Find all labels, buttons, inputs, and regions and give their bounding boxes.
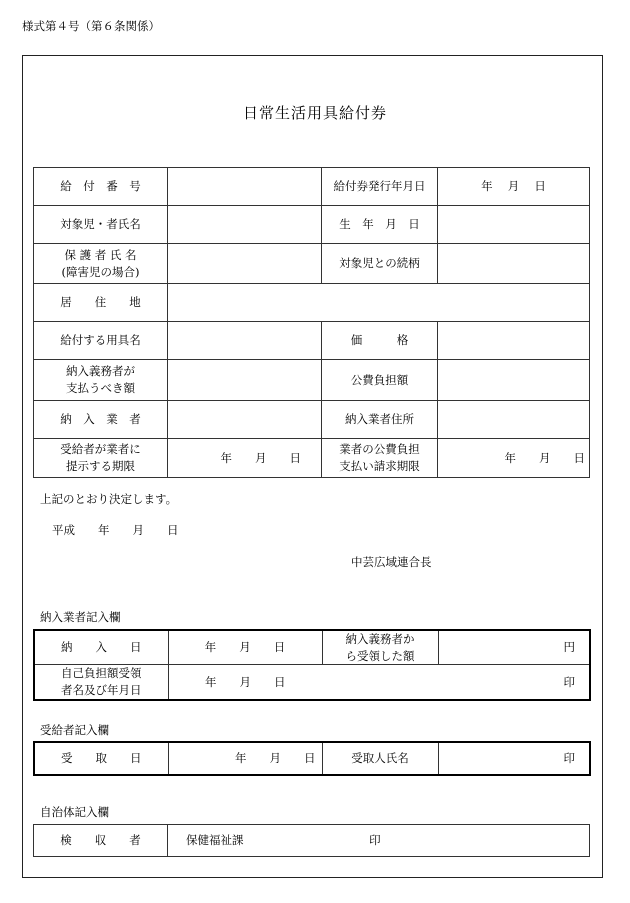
recipient-entry-table bbox=[33, 741, 591, 776]
field-vendor-address[interactable] bbox=[438, 401, 590, 439]
seal-mark: 印 bbox=[322, 665, 590, 700]
label-public-share: 公費負担額 bbox=[322, 360, 438, 401]
inspector-seal: 印 bbox=[369, 833, 381, 848]
recipient-section-heading: 受給者記入欄 bbox=[40, 723, 109, 737]
label-issue-date: 給付券発行年月日 bbox=[322, 168, 438, 206]
decision-statement: 上記のとおり決定します。 bbox=[40, 492, 178, 506]
municipal-entry-table bbox=[33, 824, 590, 857]
label-birth-date: 生 年 月 日 bbox=[322, 206, 438, 244]
field-inspector[interactable] bbox=[168, 825, 590, 857]
label-received-amount: 納入義務者か ら受領した額 bbox=[322, 630, 438, 665]
document-title: 日常生活用具給付券 bbox=[242, 104, 387, 122]
label-receipt-date: 受 取 日 bbox=[34, 742, 168, 775]
label-payer-amount: 納入義務者が 支払うべき額 bbox=[34, 360, 168, 401]
field-received-amount[interactable]: 円 bbox=[438, 630, 590, 665]
label-claim-deadline: 業者の公費負担 支払い請求期限 bbox=[322, 439, 438, 478]
field-issue-date[interactable]: 年 月 日 bbox=[438, 168, 590, 206]
field-address[interactable] bbox=[168, 284, 590, 322]
field-price[interactable] bbox=[438, 322, 590, 360]
label-guardian-name: 保 護 者 氏 名 (障害児の場合) bbox=[34, 244, 168, 284]
municipal-section-heading: 自治体記入欄 bbox=[40, 805, 109, 819]
field-recipient-seal[interactable]: 印 bbox=[438, 742, 590, 775]
field-grant-number[interactable] bbox=[168, 168, 322, 206]
label-presentation-deadline: 受給者が業者に 提示する期限 bbox=[34, 439, 168, 478]
issuer-name: 中芸広域連合長 bbox=[351, 555, 432, 569]
field-guardian-name[interactable] bbox=[168, 244, 322, 284]
label-self-pay-receipt: 自己負担額受領 者名及び年月日 bbox=[34, 665, 168, 700]
label-delivery-date: 納 入 日 bbox=[34, 630, 168, 665]
field-self-pay-date[interactable]: 年 月 日 bbox=[168, 665, 322, 700]
vendor-section-heading: 納入業者記入欄 bbox=[40, 610, 121, 624]
field-delivery-date[interactable]: 年 月 日 bbox=[168, 630, 322, 665]
label-subject-name: 対象児・者氏名 bbox=[34, 206, 168, 244]
field-public-share[interactable] bbox=[438, 360, 590, 401]
field-presentation-deadline[interactable]: 年 月 日 bbox=[168, 439, 322, 478]
label-address: 居 住 地 bbox=[34, 284, 168, 322]
department-name: 保健福祉課 bbox=[186, 833, 244, 848]
field-subject-name[interactable] bbox=[168, 206, 322, 244]
field-birth-date[interactable] bbox=[438, 206, 590, 244]
field-equipment-name[interactable] bbox=[168, 322, 322, 360]
field-payer-amount[interactable] bbox=[168, 360, 322, 401]
label-inspector: 検 収 者 bbox=[34, 825, 168, 857]
label-price: 価 格 bbox=[322, 322, 438, 360]
vendor-entry-table bbox=[33, 629, 591, 701]
main-info-table bbox=[33, 167, 590, 478]
label-relationship: 対象児との続柄 bbox=[322, 244, 438, 284]
field-receipt-date[interactable]: 年 月 日 bbox=[168, 742, 322, 775]
field-claim-deadline[interactable]: 年 月 日 bbox=[438, 439, 590, 478]
label-recipient-name: 受取人氏名 bbox=[322, 742, 438, 775]
form-number-label: 様式第４号（第６条関係） bbox=[22, 19, 160, 33]
field-relationship[interactable] bbox=[438, 244, 590, 284]
label-vendor-address: 納入業者住所 bbox=[322, 401, 438, 439]
field-vendor[interactable] bbox=[168, 401, 322, 439]
decision-date: 平成 年 月 日 bbox=[52, 523, 179, 537]
label-grant-number: 給 付 番 号 bbox=[34, 168, 168, 206]
label-equipment-name: 給付する用具名 bbox=[34, 322, 168, 360]
label-vendor: 納 入 業 者 bbox=[34, 401, 168, 439]
